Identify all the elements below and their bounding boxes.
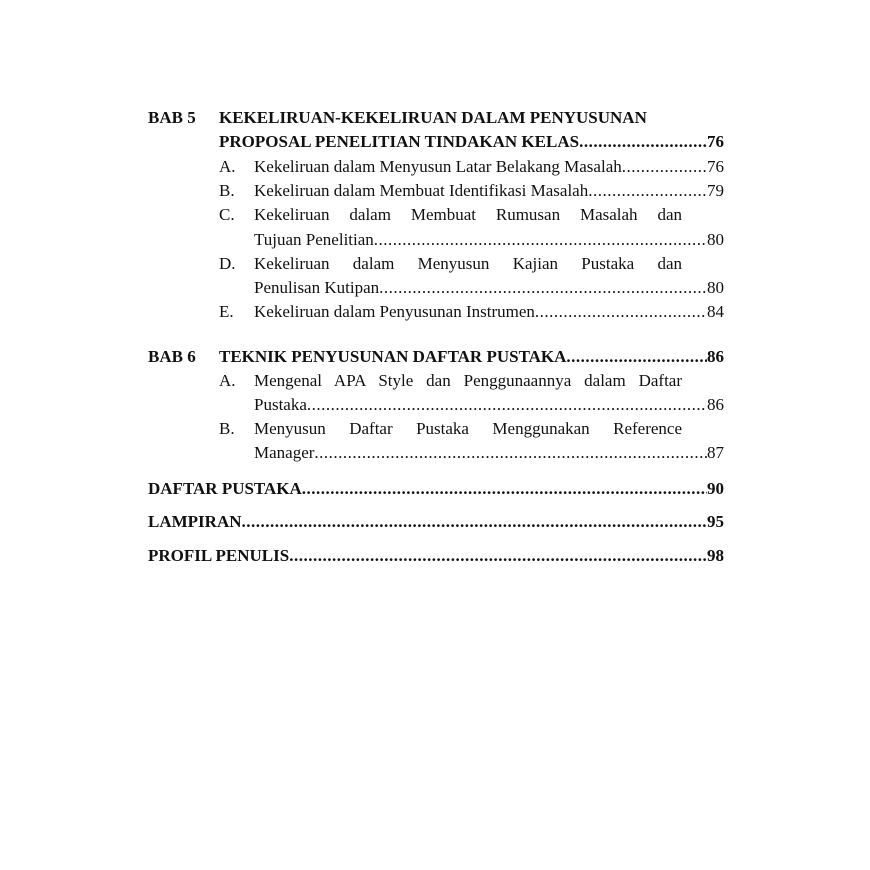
page-number: 80 (707, 230, 724, 249)
dot-leader (314, 441, 707, 465)
toc-entry[interactable] (219, 345, 724, 369)
item-letter: B. (219, 181, 235, 200)
item-title: Tujuan Penelitian (254, 230, 374, 249)
chapter-label: BAB 5 (148, 108, 196, 127)
page-number: 80 (707, 278, 724, 297)
item-title: Manager (254, 443, 315, 462)
item-title: Kekeliruan dalam Penyusunan Instrumen (254, 302, 535, 321)
page-number: 86 (707, 395, 724, 414)
item-letter: E. (219, 302, 234, 321)
page-number: 98 (707, 546, 724, 565)
page-number: 76 (707, 157, 724, 176)
dot-leader (307, 393, 707, 417)
toc-entry[interactable] (254, 155, 724, 179)
toc-entry[interactable] (254, 300, 724, 324)
toc-entry-daftar-pustaka[interactable] (148, 477, 724, 501)
chapter-title: TEKNIK PENYUSUNAN DAFTAR PUSTAKA (219, 347, 567, 366)
item-letter: A. (219, 371, 236, 390)
dot-leader (622, 155, 707, 179)
section-title: LAMPIRAN (148, 512, 242, 531)
item-title: Kekeliruan dalam Membuat Identifikasi Masalah (254, 181, 589, 200)
item-title: Kekeliruan dalam Menyusun Kajian Pustaka dan (254, 254, 682, 273)
dot-leader (588, 179, 707, 203)
item-letter: D. (219, 254, 236, 273)
chapter-title: PROPOSAL PENELITIAN TINDAKAN KELAS (219, 132, 580, 151)
toc-entry[interactable] (219, 130, 724, 154)
toc-entry[interactable] (254, 393, 724, 417)
item-title: Pustaka (254, 395, 307, 414)
toc-entry[interactable] (254, 441, 724, 465)
toc-entry[interactable] (254, 276, 724, 300)
dot-leader (374, 228, 707, 252)
toc-entry-profil-penulis[interactable] (148, 544, 724, 568)
toc-entry[interactable] (254, 179, 724, 203)
page-number: 79 (707, 181, 724, 200)
item-title: Menyusun Daftar Pustaka Menggunakan Reference (254, 419, 682, 438)
page-number: 86 (707, 347, 724, 366)
toc-entry-lampiran[interactable] (148, 510, 724, 534)
page-number: 84 (707, 302, 724, 321)
section-title: PROFIL PENULIS (148, 546, 290, 565)
dot-leader (289, 544, 707, 568)
page-number: 90 (707, 479, 724, 498)
item-title: Penulisan Kutipan (254, 278, 380, 297)
dot-leader (379, 276, 707, 300)
item-letter: C. (219, 205, 235, 224)
dot-leader (302, 477, 707, 501)
toc-entry[interactable] (254, 228, 724, 252)
page-number: 95 (707, 512, 724, 531)
chapter-title: KEKELIRUAN-KEKELIRUAN DALAM PENYUSUNAN (219, 108, 647, 127)
dot-leader (535, 300, 707, 324)
dot-leader (566, 345, 707, 369)
item-title: Kekeliruan dalam Menyusun Latar Belakang Masalah (254, 157, 622, 176)
dot-leader (242, 510, 708, 534)
item-letter: A. (219, 157, 236, 176)
item-title: Kekeliruan dalam Membuat Rumusan Masalah dan (254, 205, 682, 224)
section-title: DAFTAR PUSTAKA (148, 479, 302, 498)
item-letter: B. (219, 419, 235, 438)
dot-leader (579, 130, 707, 154)
page-number: 76 (707, 132, 724, 151)
chapter-label: BAB 6 (148, 347, 196, 366)
item-title: Mengenal APA Style dan Penggunaannya dalam Daftar (254, 371, 682, 390)
page-number: 87 (707, 443, 724, 462)
